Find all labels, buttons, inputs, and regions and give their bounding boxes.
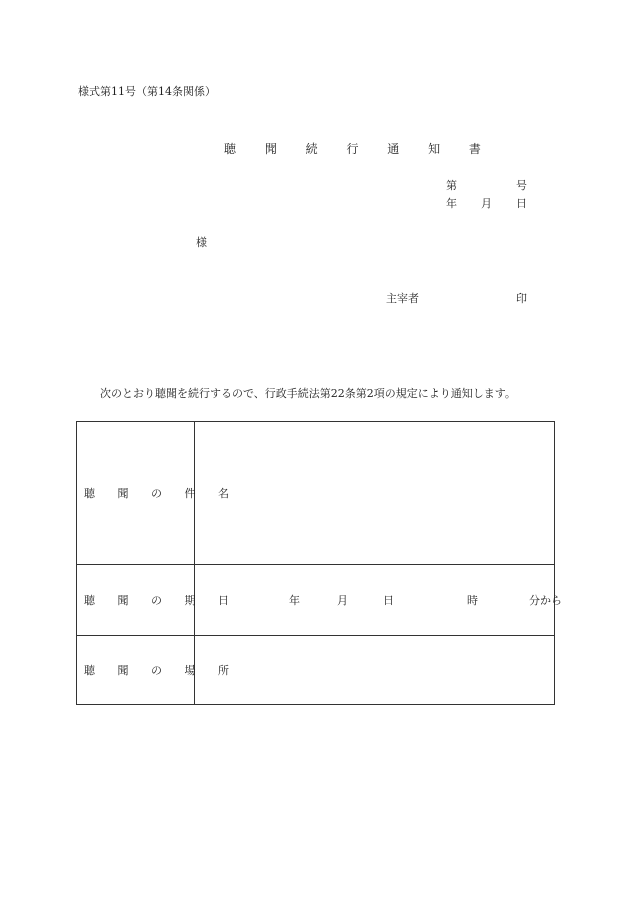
label-cell — [77, 565, 239, 635]
table-row-location — [77, 636, 554, 704]
hearing-time-minute: 分から — [529, 594, 562, 607]
hearing-location-label: 聴 聞 の 場 所 — [84, 664, 239, 677]
addressee-honorific: 様 — [196, 236, 207, 249]
hearing-subject-label: 聴 聞 の 件 名 — [84, 487, 239, 500]
hearing-date-day: 日 — [383, 594, 394, 607]
hearing-date-label: 聴 聞 の 期 日 — [84, 594, 239, 607]
issue-date-month: 月 — [481, 197, 492, 210]
hearing-location-field[interactable] — [195, 636, 554, 704]
form-number: 様式第11号（第14条関係） — [78, 85, 216, 98]
document-title: 聴 聞 続 行 通 知 書 — [224, 142, 494, 156]
label-cell — [77, 636, 239, 704]
hearing-time-hour: 時 — [467, 594, 478, 607]
hearing-subject-field[interactable] — [195, 422, 554, 564]
hearing-date-month: 月 — [337, 594, 348, 607]
issue-date-year: 年 — [446, 197, 457, 210]
document-number-prefix: 第 — [446, 179, 457, 192]
table-row-subject — [77, 422, 554, 565]
document-number-suffix: 号 — [516, 179, 527, 192]
seal-mark: 印 — [516, 292, 527, 305]
hearing-date-field[interactable] — [195, 565, 562, 635]
table-row-date — [77, 565, 562, 636]
notice-text: 次のとおり聴聞を続行するので、行政手続法第22条第2項の規定により通知します。 — [100, 387, 516, 400]
label-cell — [77, 422, 239, 564]
hearing-date-year: 年 — [289, 594, 300, 607]
presiding-officer-label: 主宰者 — [386, 292, 419, 305]
issue-date-day: 日 — [516, 197, 527, 210]
hearing-details-table — [76, 421, 562, 705]
